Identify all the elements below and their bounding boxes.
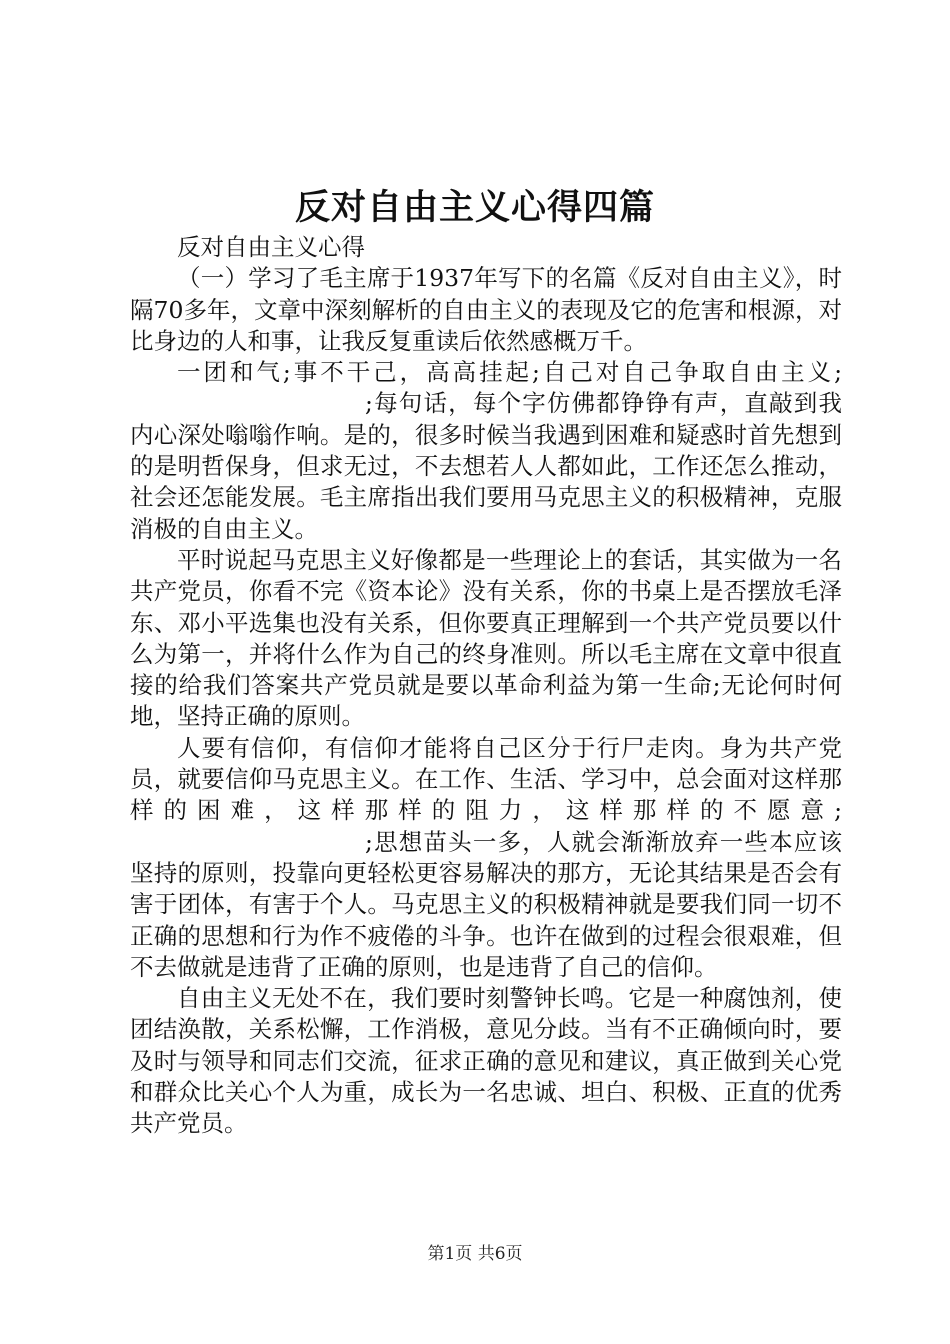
paragraph-2-text-b: 每句话，每个字仿佛都铮铮有声，直敲到我内心深处嗡嗡作响。是的，很多时候当我遇到困难和疑惑时首先想到的是明哲保身，但求无过，不去想若人人都如此，工作还怎么推动，社会还怎能发展。毛主席指出我们要用马克思主义的积极精神，克服消极的自由主义。 <box>130 389 842 543</box>
paragraph-4 <box>130 733 842 983</box>
separator-2: ; <box>365 389 373 418</box>
separator-3: ; <box>834 796 842 825</box>
paragraph-2-text-a: 一团和气;事不干己，高高挂起;自己对自己争取自由主义 <box>177 358 835 387</box>
separator-1: ; <box>834 358 842 387</box>
separator-4: ; <box>365 827 373 856</box>
document-body <box>130 232 842 1140</box>
paragraph-3: 平时说起马克思主义好像都是一些理论上的套话，其实做为一名共产党员，你看不完《资本论》没有关系，你的书桌上是否摆放毛泽东、邓小平选集也没有关系，但你要真正理解到一个共产党员要以什么为第一，并将什么作为自己的终身准则。所以毛主席在文章中很直接的给我们答案共产党员就是要以革命利益为第一生命;无论何时何地，坚持正确的原则。 <box>130 545 842 731</box>
paragraph-1: （一）学习了毛主席于1937年写下的名篇《反对自由主义》，时隔70多年，文章中深刻解析的自由主义的表现及它的危害和根源，对比身边的人和事，让我反复重读后依然感概万千。 <box>130 264 842 355</box>
document-title: 反对自由主义心得四篇 <box>294 187 655 228</box>
section-heading: 反对自由主义心得 <box>177 233 365 261</box>
page-footer: 第1页 共6页 <box>427 1244 523 1264</box>
paragraph-4-text-b: 思想苗头一多，人就会渐渐放弃一些本应该坚持的原则，投靠向更轻松更容易解决的那方，无论其结果是否会有害于团体，有害于个人。马克思主义的积极精神就是要我们同一切不正确的思想和行为作不疲倦的斗争。也许在做到的过程会很艰难，但不去做就是违背了正确的原则，也是违背了自己的信仰。 <box>130 827 842 981</box>
paragraph-4-text-a: 人要有信仰，有信仰才能将自己区分于行尸走肉。身为共产党员，就要信仰马克思主义。在工作、生活、学习中，总会面对这样那样的困难，这样那样的阻力，这样那样的不愿意 <box>130 733 842 825</box>
paragraph-5: 自由主义无处不在，我们要时刻警钟长鸣。它是一种腐蚀剂，使团结涣散，关系松懈，工作消极，意见分歧。当有不正确倾向时，要及时与领导和同志们交流，征求正确的意见和建议，真正做到关心党和群众比关心个人为重，成长为一名忠诚、坦白、积极、正直的优秀共产党员。 <box>130 984 842 1138</box>
paragraph-2 <box>130 357 842 545</box>
